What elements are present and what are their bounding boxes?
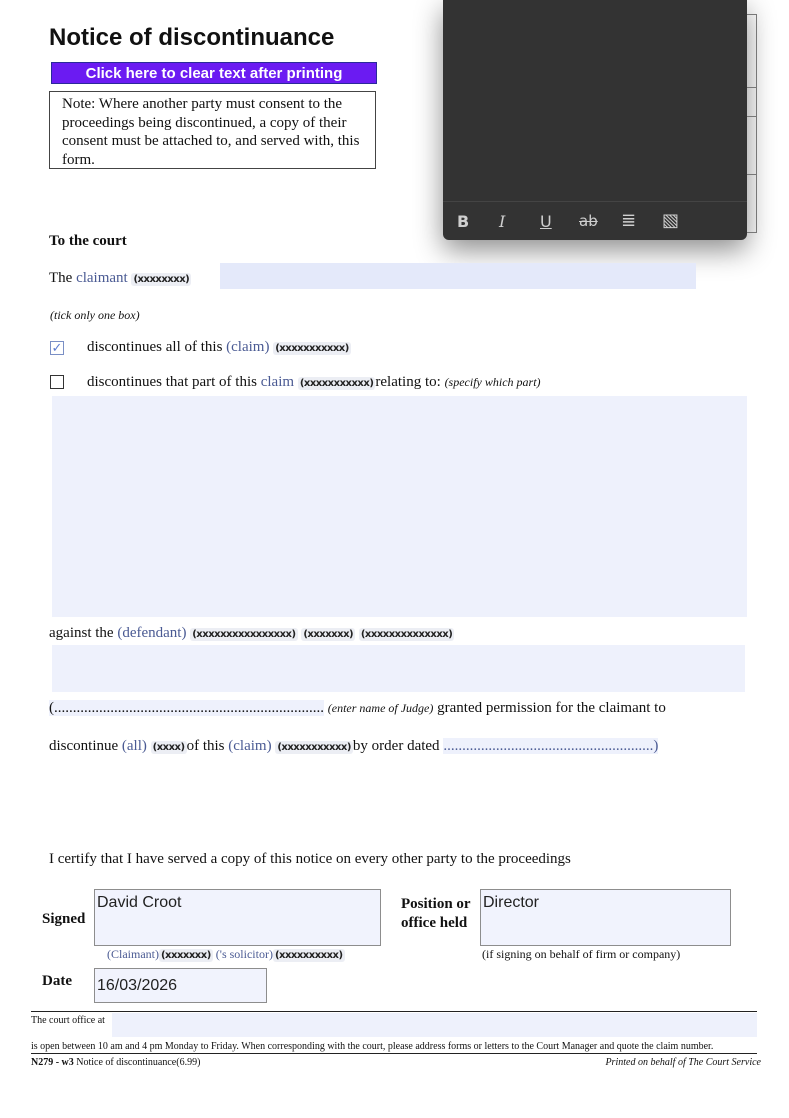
defendant-marks-3: (xxxxxxxxxxxxxx) (360, 629, 453, 640)
against-text: against the (49, 625, 114, 641)
date-field[interactable]: 16/03/2026 (94, 968, 267, 1003)
judge-text: granted permission for the claimant to (437, 700, 666, 716)
of-this-text: of this (186, 738, 225, 754)
claimant-term: claimant (76, 270, 128, 286)
frame-divider (747, 174, 757, 175)
claimant-caption-marks: (xxxxxxx) (160, 950, 211, 961)
option-part-text: discontinues that part of this (87, 374, 257, 390)
judge-name-field[interactable]: (........................................................................ (49, 700, 324, 716)
bold-icon[interactable]: B (457, 212, 470, 231)
claimant-line (49, 270, 191, 287)
court-office-field[interactable] (112, 1013, 757, 1037)
italic-icon[interactable]: I (499, 212, 506, 231)
defendant-term: (defendant) (117, 625, 187, 641)
signer-captions (107, 947, 345, 962)
office-hours: is open between 10 am and 4 pm Monday to Friday. When corresponding with the court, please address forms or letters to the Court Manager and quote the claim number. (31, 1041, 714, 1052)
certify-statement: I certify that I have served a copy of this notice on every other party to the proceedings (49, 851, 571, 867)
frame-divider (747, 87, 757, 88)
defendant-field[interactable] (52, 645, 745, 692)
all-marks: (xxxx) (152, 742, 185, 753)
option-part-suffix: relating to: (375, 374, 441, 390)
footer-divider (31, 1011, 757, 1012)
option-part-hint: (specify which part) (444, 375, 541, 389)
claim-term: (claim) (228, 738, 272, 754)
firm-caption: (if signing on behalf of firm or company) (482, 947, 681, 961)
court-office-label: The court office at (31, 1015, 105, 1026)
solicitor-caption: ('s solicitor) (215, 947, 273, 961)
image-icon[interactable]: ▧ (662, 210, 680, 231)
all-term: (all) (121, 738, 147, 754)
position-field[interactable]: Director (480, 889, 731, 946)
form-id (31, 1057, 200, 1068)
position-label-1: Position or (401, 896, 471, 912)
the-text: The (49, 270, 73, 286)
option-part (87, 374, 541, 391)
right-frame (747, 14, 757, 233)
discontinue-line (49, 738, 658, 755)
form-name: Notice of discontinuance(6.99) (76, 1057, 201, 1068)
formatting-popup (443, 0, 747, 240)
defendant-marks-2: (xxxxxxx) (303, 629, 354, 640)
order-date-field[interactable]: ........................................................) (443, 738, 659, 754)
signed-label: Signed (42, 911, 86, 927)
against-line (49, 625, 454, 642)
clear-text-button[interactable]: Click here to clear text after printing (51, 62, 377, 84)
option-all (87, 339, 351, 356)
formatting-toolbar (443, 201, 747, 240)
tick-hint: (tick only one box) (50, 308, 140, 322)
discontinue-all-checkbox[interactable]: ✓ (51, 340, 63, 355)
list-icon[interactable]: ≣ (621, 210, 637, 231)
to-the-court-heading: To the court (49, 233, 127, 249)
option-all-term: (claim) (226, 339, 270, 355)
claimant-caption: (Claimant) (107, 947, 159, 961)
judge-hint: (enter name of Judge) (327, 701, 434, 715)
frame-divider (747, 116, 757, 117)
by-order-text: by order dated (352, 738, 440, 754)
solicitor-caption-marks: (xxxxxxxxxx) (274, 950, 343, 961)
position-label-2: office held (401, 915, 468, 931)
option-all-marks: (xxxxxxxxxxx) (275, 343, 349, 354)
option-part-term: claim (260, 374, 295, 390)
court-name-field[interactable] (220, 263, 696, 289)
claimant-marks: (xxxxxxxx) (133, 274, 190, 285)
judge-line (49, 700, 666, 717)
underline-icon[interactable]: U (540, 212, 552, 231)
discontinue-part-checkbox[interactable] (50, 375, 64, 389)
discontinue-text: discontinue (49, 738, 119, 754)
printed-by: Printed on behalf of The Court Service (605, 1057, 761, 1068)
page-title: Notice of discontinuance (49, 24, 335, 51)
claim-marks: (xxxxxxxxxxx) (277, 742, 351, 753)
option-part-marks: (xxxxxxxxxxx) (299, 378, 374, 389)
footer-divider (31, 1053, 757, 1054)
option-all-text: discontinues all of this (87, 339, 223, 355)
signature-field[interactable]: David Croot (94, 889, 381, 946)
defendant-marks-1: (xxxxxxxxxxxxxxxx) (192, 629, 296, 640)
strikethrough-icon[interactable]: ab (579, 212, 598, 230)
part-description-field[interactable] (52, 396, 747, 617)
form-code: N279 - w3 (31, 1057, 74, 1068)
date-label: Date (42, 973, 72, 989)
consent-note: Note: Where another party must consent to the proceedings being discontinued, a copy of their consent must be attached to, and served with, this form. (49, 91, 376, 169)
